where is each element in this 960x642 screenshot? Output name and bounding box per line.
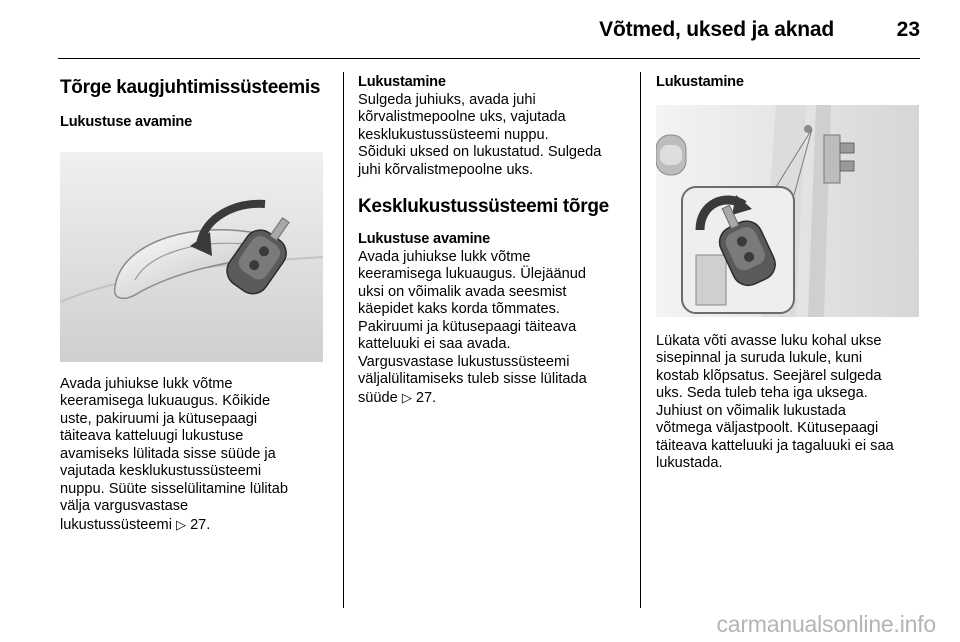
door-lock-key-illustration bbox=[656, 105, 919, 317]
reference-arrow-icon: ▷ bbox=[176, 516, 186, 532]
page-header bbox=[58, 0, 920, 60]
text-line: uste, pakiruumi ja kütusepaagi bbox=[60, 410, 258, 427]
door-handle-key-illustration bbox=[60, 152, 323, 362]
watermark: carmanualsonline.info bbox=[716, 611, 936, 637]
subheading-unlock: Lukustuse avamine bbox=[60, 114, 193, 130]
text-line: Avada juhiukse lukk võtme bbox=[60, 375, 233, 392]
subheading-unlock: Lukustuse avamine bbox=[358, 231, 491, 247]
text-line: võtmega väljastpoolt. Kütusepaagi bbox=[656, 420, 879, 436]
text-line: Vargusvastase lukustussüsteemi bbox=[358, 353, 570, 370]
text-line: Pakiruumi ja kütusepaagi täiteava bbox=[358, 318, 577, 335]
page-title: Võtmed, uksed ja aknad bbox=[599, 18, 834, 41]
text-line: Juhiust on võimalik lukustada bbox=[656, 402, 846, 419]
column-2 bbox=[358, 74, 633, 407]
text-line-with-reference bbox=[358, 389, 633, 408]
header-divider bbox=[58, 58, 920, 59]
text-segment: lukustussüsteemi bbox=[60, 516, 172, 533]
text-line: täiteava katteluuki ja tagaluuki ei saa bbox=[656, 437, 894, 454]
section-heading-central-lock-failure: Kesklukustussüsteemi tõrge bbox=[358, 196, 609, 217]
text-line: avamiseks lülitada sisse süüde ja bbox=[60, 445, 276, 462]
page-reference-link[interactable]: 27. bbox=[190, 516, 211, 533]
text-line: Sõiduki uksed on lukustatud. Sulgeda bbox=[358, 144, 602, 160]
text-line: keeramisega lukuaugus. Kõikide bbox=[60, 393, 271, 409]
text-line: välja vargusvastase bbox=[60, 498, 189, 514]
text-line: uks. Seda tuleb teha iga uksega. bbox=[656, 385, 868, 401]
column-divider-1 bbox=[343, 72, 344, 608]
column-divider-2 bbox=[640, 72, 641, 608]
text-line: uksi on võimalik avada seesmist bbox=[358, 283, 567, 300]
subheading-locking: Lukustamine bbox=[358, 74, 446, 90]
subheading-locking: Lukustamine bbox=[656, 74, 744, 90]
text-line: nuppu. Süüte sisselülitamine lülitab bbox=[60, 480, 288, 497]
text-segment: süüde bbox=[358, 389, 398, 406]
column-3 bbox=[656, 74, 921, 473]
text-line: kesklukustussüsteemi nuppu. bbox=[358, 126, 549, 143]
text-line: Avada juhiukse lukk võtme bbox=[358, 248, 531, 265]
text-line-with-reference bbox=[60, 516, 335, 535]
section-heading-remote-failure: Tõrge kaugjuhtimissüsteemis bbox=[60, 77, 321, 98]
column-1 bbox=[60, 74, 335, 534]
text-line: kõrvalistmepoolne uks, vajutada bbox=[358, 109, 566, 125]
text-line: väljalülitamiseks tuleb sisse lülitada bbox=[358, 371, 587, 387]
text-line: juhi kõrvalistmepoolne uks. bbox=[358, 161, 534, 178]
text-line: käepidet kaks korda tõmmates. bbox=[358, 301, 560, 317]
text-line: täiteava katteluugi lukustuse bbox=[60, 428, 244, 444]
text-line: Lükata võti avasse luku kohal ukse bbox=[656, 332, 882, 349]
text-line: kostab klõpsatus. Seejärel sulgeda bbox=[656, 367, 882, 384]
door-lock-key-icon bbox=[656, 105, 919, 317]
reference-arrow-icon: ▷ bbox=[401, 389, 412, 405]
text-line: lukustada. bbox=[656, 455, 723, 471]
page-reference-link[interactable]: 27. bbox=[415, 389, 437, 406]
text-line: katteluuki ei saa avada. bbox=[358, 336, 511, 352]
text-line: vajutada kesklukustussüsteemi bbox=[60, 463, 262, 479]
text-line: sisepinnal ja suruda lukule, kuni bbox=[656, 350, 863, 366]
page-number: 23 bbox=[896, 18, 920, 41]
text-line: keeramisega lukuaugus. Ülejäänud bbox=[358, 266, 586, 282]
door-handle-key-icon bbox=[60, 152, 323, 362]
text-line: Sulgeda juhiuks, avada juhi bbox=[358, 91, 536, 108]
